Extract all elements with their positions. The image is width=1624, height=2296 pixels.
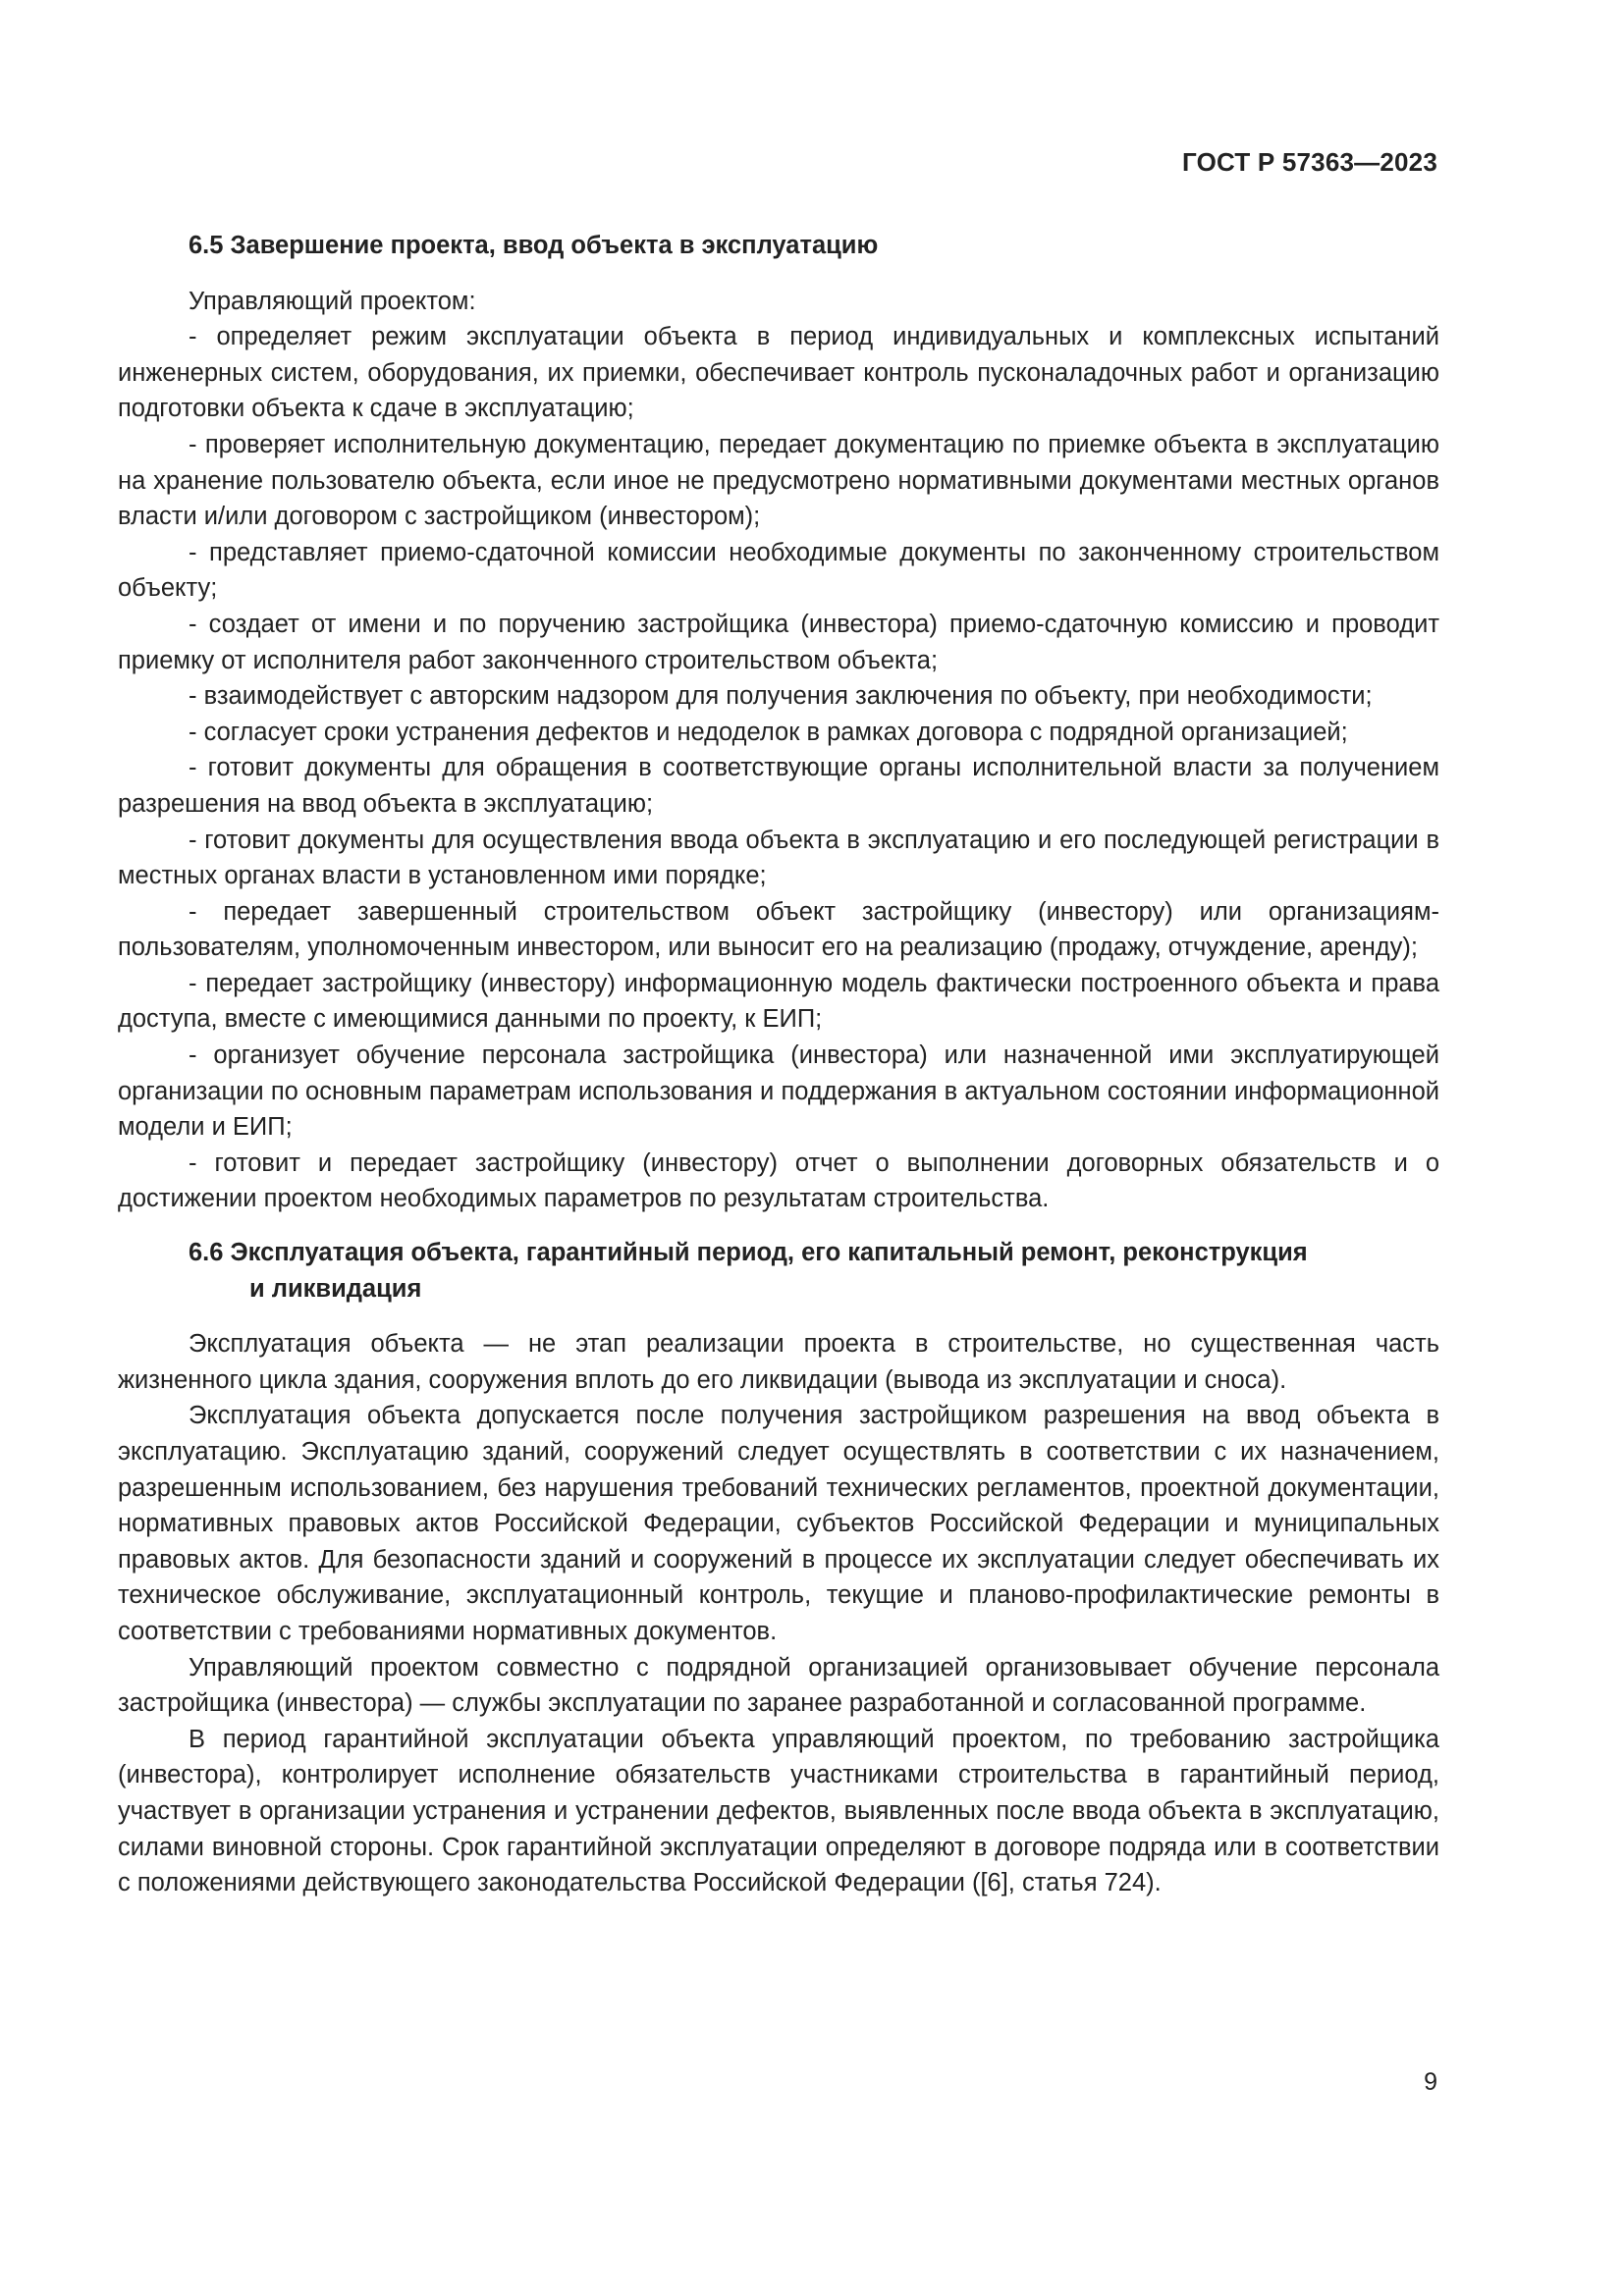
- list-item: - организует обучение персонала застройщика (инвестора) или назначенной ими эксплуатирующей организации по основным параметрам использования и поддержания в актуальном состоянии информационной модели и ЕИП;: [118, 1041, 1439, 1142]
- section-heading-6-5: 6.5 Завершение проекта, ввод объекта в эксплуатацию: [189, 232, 879, 259]
- paragraph: Управляющий проектом совместно с подрядной организацией организовывает обучение персонала застройщика (инвестора) — службы эксплуатации по заранее разработанной и согласованной программе.: [118, 1653, 1439, 1718]
- page-number: 9: [1424, 2068, 1437, 2096]
- list-item: - проверяет исполнительную документацию, передает документацию по приемке объекта в эксплуатацию на хранение пользователю объекта, если иное не предусмотрено нормативными документами местных органов власти и/или договором с застройщиком (инвестором);: [118, 430, 1439, 531]
- paragraph: В период гарантийной эксплуатации объекта управляющий проектом, по требованию застройщика (инвестора), контролирует исполнение обязательств участниками строительства в гарантийный период, участвует в организации устранения и устранении дефектов, выявленных после ввода объекта в эксплуатацию, силами виновной стороны. Срок гарантийной эксплуатации определяют в договоре подряда или в соответствии с положениями действующего законодательства Российской Федерации ([6], статья 724).: [118, 1725, 1439, 1897]
- list-item: - создает от имени и по поручению застройщика (инвестора) приемо-сдаточную комиссию и проводит приемку от исполнителя работ законченного строительством объекта;: [118, 610, 1439, 674]
- section-heading-line-2: и ликвидация: [249, 1274, 422, 1303]
- section-heading-line-1: 6.6 Эксплуатация объекта, гарантийный период, его капитальный ремонт, реконструкция: [189, 1239, 1308, 1267]
- section-intro: Управляющий проектом:: [189, 287, 476, 315]
- list-item: - передает завершенный строительством объект застройщику (инвестору) или организациям-пользователям, уполномоченным инвестором, или выносит его на реализацию (продажу, отчуждение, аренду);: [118, 897, 1439, 962]
- list-item: - готовит и передает застройщику (инвестору) отчет о выполнении договорных обязательств и о достижении проектом необходимых параметров по результатам строительства.: [118, 1148, 1439, 1213]
- section-heading-6-6: [118, 1235, 1439, 1307]
- document-body: [118, 228, 1439, 1901]
- list-item: - готовит документы для обращения в соответствующие органы исполнительной власти за получением разрешения на ввод объекта в эксплуатацию;: [118, 754, 1439, 818]
- list-item: - готовит документы для осуществления ввода объекта в эксплуатацию и его последующей регистрации в местных органах власти в установленном ими порядке;: [118, 826, 1439, 890]
- list-item: - взаимодействует с авторским надзором для получения заключения по объекту, при необходимости;: [189, 682, 1373, 711]
- document-code: ГОСТ Р 57363—2023: [1182, 147, 1437, 177]
- list-item: - передает застройщику (инвестору) информационную модель фактически построенного объекта и права доступа, вместе с имеющимися данными по проекту, к ЕИП;: [118, 969, 1439, 1034]
- list-item: - представляет приемо-сдаточной комиссии необходимые документы по законченному строительством объекту;: [118, 538, 1439, 603]
- list-item: - согласует сроки устранения дефектов и недоделок в рамках договора с подрядной организацией;: [189, 718, 1348, 746]
- paragraph: Эксплуатация объекта — не этап реализации проекта в строительстве, но существенная часть жизненного цикла здания, сооружения вплоть до его ликвидации (вывода из эксплуатации и сноса).: [118, 1330, 1439, 1394]
- paragraph: Эксплуатация объекта допускается после получения застройщиком разрешения на ввод объекта в эксплуатацию. Эксплуатацию зданий, сооружений следует осуществлять в соответствии с их назначением, разрешенным использованием, без нарушения требований технических регламентов, проектной документации, нормативных правовых актов Российской Федерации, субъектов Российской Федерации и муниципальных правовых актов. Для безопасности зданий и сооружений в процессе их эксплуатации следует обеспечивать их техническое обслуживание, эксплуатационный контроль, текущие и планово-профилактические ремонты в соответствии с требованиями нормативных документов.: [118, 1402, 1439, 1645]
- list-item: - определяет режим эксплуатации объекта в период индивидуальных и комплексных испытаний инженерных систем, оборудования, их приемки, обеспечивает контроль пусконаладочных работ и организацию подготовки объекта к сдаче в эксплуатацию;: [118, 323, 1439, 423]
